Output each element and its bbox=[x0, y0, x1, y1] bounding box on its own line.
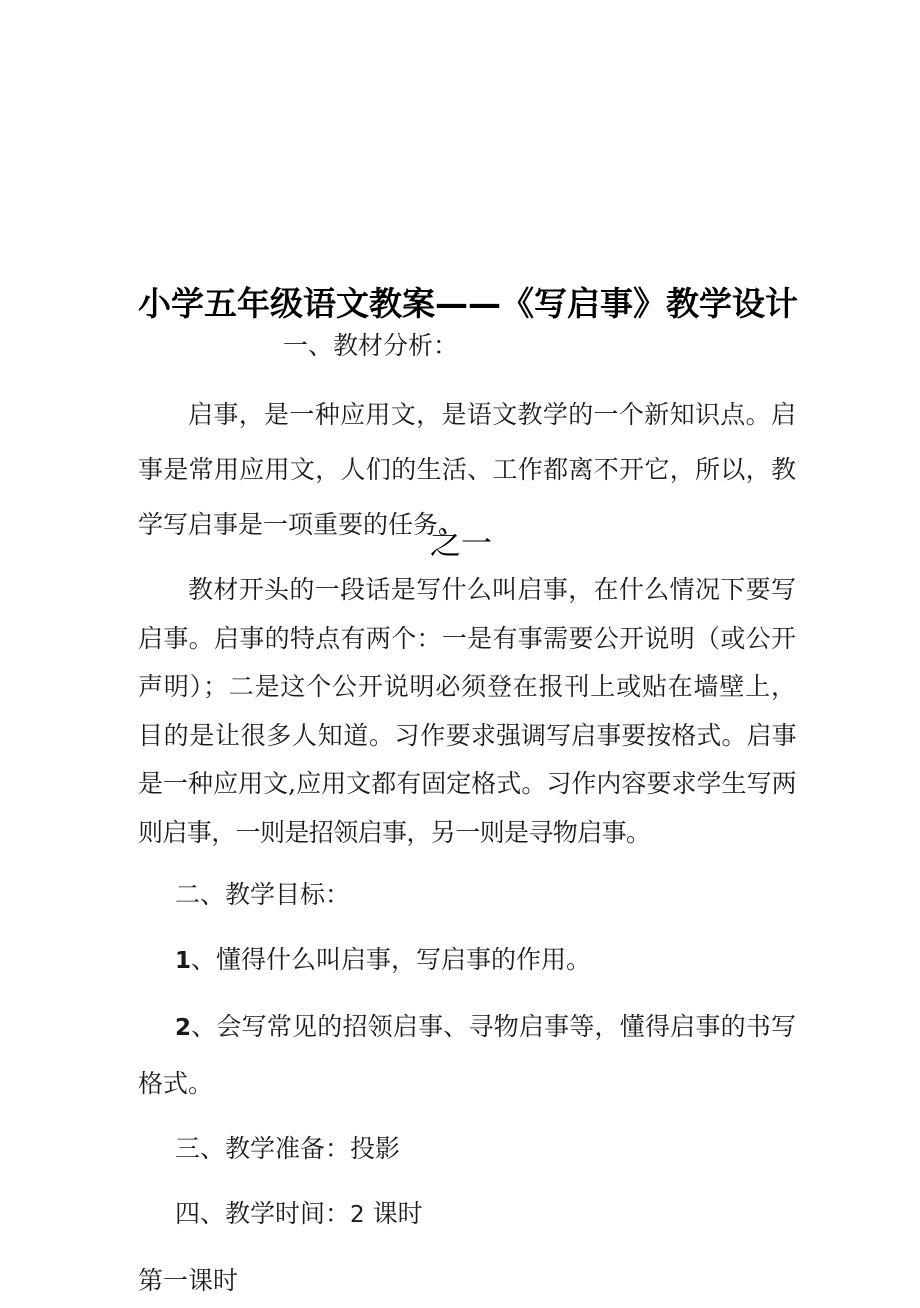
section-heading-4-value: 2 bbox=[350, 1202, 365, 1228]
section-heading-1: 一、教材分析： bbox=[283, 331, 459, 360]
lesson-period-label: 第一课时 bbox=[138, 1266, 239, 1295]
section-heading-3: 三、教学准备：投影 bbox=[175, 1134, 401, 1163]
goal-item-2-number: 2 bbox=[175, 1015, 192, 1041]
section-heading-4-prefix: 四、教学时间： bbox=[175, 1199, 351, 1228]
goal-item-1-text: 、懂得什么叫启事，写启事的作用。 bbox=[191, 945, 592, 974]
paragraph-textbook-opening bbox=[138, 566, 796, 857]
goal-item-2-text: 、会写常见的招领启事、寻物启事等，懂得启事的书写格式。 bbox=[138, 1012, 796, 1098]
paragraph-textbook-opening-tail: 要求强调写启事要按格式。启事是一种应用文,应用文都有固定格式。习作内容要求学生写两则启事，一则是招领启事，另一则是寻物启事。 bbox=[138, 720, 796, 847]
document-body bbox=[138, 318, 796, 1308]
section-heading-2: 二、教学目标： bbox=[175, 880, 351, 909]
page-title-line-2: 之一 bbox=[430, 526, 492, 562]
goal-item-2 bbox=[138, 999, 796, 1111]
goal-item-1 bbox=[138, 932, 796, 989]
section-heading-4 bbox=[138, 1186, 796, 1243]
section-heading-4-suffix: 课时 bbox=[364, 1199, 423, 1228]
goal-item-1-number: 1 bbox=[175, 948, 192, 974]
paragraph-teaching-material-analysis: 启事，是一种应用文，是语文教学的一个新知识点。启事是常用应用文，人们的生活、工作都离不开它，所以，教学写启事是一项重要的任务。 bbox=[138, 400, 796, 539]
page-title-line-1: 小学五年级语文教案——《写启事》教学设计 bbox=[138, 284, 798, 323]
paragraph-textbook-opening-head: 教材开头的一段话是写什么叫启事，在什么情况下要写启事。启事的特点有两个：一是有事需要公开说明（或公开声明）；二是这个公开说明必须登在报刊上或贴在墙壁上，目的是让很多人知道。习作 bbox=[138, 575, 796, 750]
